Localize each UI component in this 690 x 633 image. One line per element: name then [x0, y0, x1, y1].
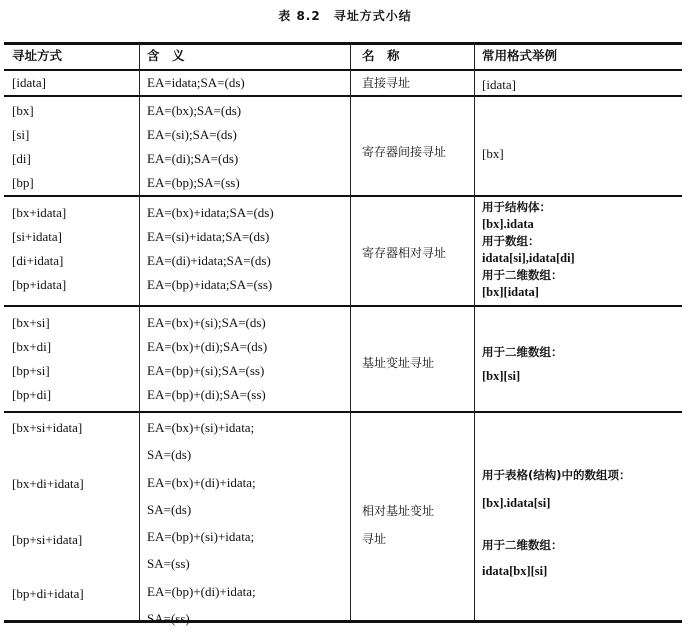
column-divider	[350, 43, 351, 621]
name-line: 相对基址变址	[362, 504, 435, 518]
column-divider	[474, 43, 475, 621]
meaning-cell: EA=(bp)+(di)+idata;	[147, 584, 256, 599]
table-bottom-rule	[4, 620, 682, 623]
row-rule	[4, 305, 682, 307]
example-cell: [bx][idata]	[482, 285, 539, 299]
header-addressing-mode: 寻址方式	[12, 48, 63, 63]
example-note: 用于二维数组：	[482, 345, 563, 359]
row-rule	[4, 95, 682, 97]
mode-cell-group	[12, 201, 66, 297]
meaning-cell: EA=(bx)+(si);SA=(ds)	[147, 315, 266, 330]
example-note: 用于二维数组：	[482, 538, 563, 552]
mode-cell: [bp+si+idata]	[12, 532, 83, 547]
example-cell: [bx].idata	[482, 217, 534, 231]
meaning-cell: EA=(di)+idata;SA=(ds)	[147, 253, 271, 268]
meaning-cell: EA=(bx)+(di)+idata;	[147, 475, 256, 490]
example-cell: [bx][si]	[482, 369, 521, 383]
mode-cell-group	[12, 99, 34, 195]
mode-cell-group	[12, 311, 51, 407]
header-examples: 常用格式举例	[482, 48, 558, 63]
meaning-cell: EA=(bp)+(di);SA=(ss)	[147, 387, 266, 402]
meaning-cell-group	[147, 201, 274, 297]
name-cell	[362, 497, 434, 553]
row-rule	[4, 195, 682, 197]
example-note: 用于二维数组：	[482, 268, 563, 282]
name-cell: 基址变址寻址	[362, 356, 435, 370]
name-cell: 直接寻址	[362, 76, 411, 90]
table-top-rule	[4, 42, 682, 45]
meaning-cell: SA=(ds)	[147, 502, 192, 517]
mode-cell: [bx]	[12, 103, 34, 118]
mode-cell: [bx+di+idata]	[12, 476, 84, 491]
mode-cell: [di]	[12, 151, 31, 166]
meaning-cell: EA=(bx)+idata;SA=(ds)	[147, 205, 274, 220]
meaning-cell: EA=(di);SA=(ds)	[147, 151, 239, 166]
example-note: 用于结构体：	[482, 200, 551, 214]
example-cell: [idata]	[482, 77, 516, 92]
meaning-cell: EA=(si)+idata;SA=(ds)	[147, 229, 270, 244]
mode-cell: [bx+di]	[12, 339, 52, 354]
example-cell: [bx].idata[si]	[482, 496, 551, 510]
example-cell-group	[482, 199, 575, 301]
example-cell-group	[482, 340, 563, 388]
name-cell: 寄存器相对寻址	[362, 246, 447, 260]
mode-cell: [idata]	[12, 75, 46, 90]
meaning-cell-group	[147, 99, 241, 195]
meaning-cell: EA=(bx)+(di);SA=(ds)	[147, 339, 268, 354]
meaning-cell: EA=idata;SA=(ds)	[147, 75, 245, 90]
meaning-cell: SA=(ds)	[147, 447, 192, 462]
mode-cell: [bx+si]	[12, 315, 50, 330]
meaning-cell: SA=(ss)	[147, 556, 190, 571]
meaning-cell-group	[147, 311, 267, 407]
example-cell: idata[si],idata[di]	[482, 251, 575, 265]
example-note: 用于数组：	[482, 234, 540, 248]
meaning-cell: EA=(bp)+(si)+idata;	[147, 529, 255, 544]
mode-cell: [di+idata]	[12, 253, 64, 268]
mode-cell: [bx+si+idata]	[12, 420, 83, 435]
name-line: 寻址	[362, 532, 387, 546]
mode-cell: [bp+di]	[12, 387, 52, 402]
mode-cell: [si]	[12, 127, 30, 142]
mode-cell: [bp]	[12, 175, 34, 190]
header-meaning: 含 义	[147, 48, 185, 63]
header-bottom-rule	[4, 69, 682, 71]
table-caption: 表 8.2 寻址方式小结	[278, 9, 412, 23]
name-cell: 寄存器间接寻址	[362, 145, 447, 159]
mode-cell: [bp+si]	[12, 363, 50, 378]
meaning-cell: EA=(bp)+(si);SA=(ss)	[147, 363, 265, 378]
meaning-cell-group	[147, 415, 256, 633]
meaning-cell: SA=(ss)	[147, 611, 190, 626]
example-cell: [bx]	[482, 146, 504, 161]
example-note: 用于表格(结构)中的数组项：	[482, 468, 631, 482]
mode-cell: [bx+idata]	[12, 205, 67, 220]
mode-cell: [si+idata]	[12, 229, 62, 244]
column-divider	[139, 43, 140, 621]
meaning-cell: EA=(bx);SA=(ds)	[147, 103, 242, 118]
meaning-cell: EA=(bp)+idata;SA=(ss)	[147, 277, 273, 292]
meaning-cell: EA=(bp);SA=(ss)	[147, 175, 240, 190]
header-name: 名 称	[362, 48, 400, 63]
meaning-cell: EA=(si);SA=(ds)	[147, 127, 237, 142]
example-cell: idata[bx][si]	[482, 564, 548, 578]
row-rule	[4, 411, 682, 413]
mode-cell: [bp+di+idata]	[12, 586, 84, 601]
meaning-cell: EA=(bx)+(si)+idata;	[147, 420, 255, 435]
mode-cell: [bp+idata]	[12, 277, 67, 292]
